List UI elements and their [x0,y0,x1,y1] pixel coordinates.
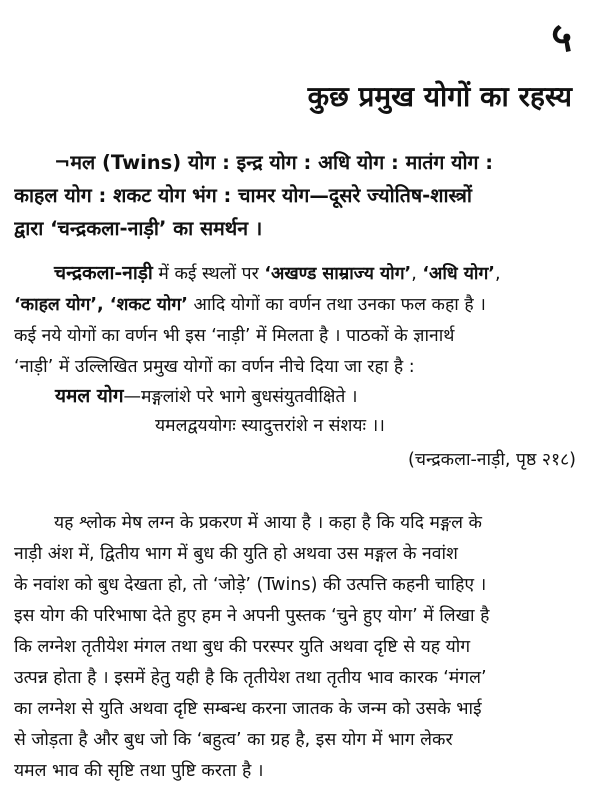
paragraph-line: इस योग की परिभाषा देते हुए हम ने अपनी पुस्तक ‘चुने हुए योग’ में लिखा है [14,606,490,626]
text-span: , [411,264,423,284]
paragraph-line: नाड़ी अंश में, द्वितीय भाग में बुध की युति हो अथवा उस मङ्गल के नवांश [14,544,458,564]
chapter-number: ५ [551,15,572,61]
text-span: में कई स्थलों पर [152,264,265,284]
verse-line-1 [55,381,358,413]
bold-term: ‘अधि योग’ [422,264,495,284]
paragraph-line: ‘नाड़ी’ में उल्लिखित प्रमुख योगों का वर्णन नीचे दिया जा रहा है : [14,357,415,377]
chapter-title: कुछ प्रमुख योगों का रहस्य [307,80,572,113]
paragraph-line [14,258,578,290]
bold-term: चन्द्रकला-नाड़ी [54,262,153,284]
paragraph-intro [14,258,578,383]
paragraph-line: का लग्नेश से युति अथवा दृष्टि सम्बन्ध करना जातक के जन्म को उसके भाई [14,699,482,719]
verse-line-2: यमलद्वययोगः स्यादुत्तरांशे न संशयः ।। [155,416,385,436]
verse-citation: (चन्द्रकला-नाड़ी, पृष्ठ २१८) [408,450,576,470]
paragraph-line: से जोड़ता है और बुध जो कि ‘बहुत्व’ का ग्रह है, इस योग में भाग लेकर [14,730,453,750]
text-span: —मङ्गलांशे परे भागे बुधसंयुतवीक्षिते । [123,387,358,407]
chapter-summary [14,146,578,245]
bold-term: ‘काहल योग’, ‘शकट योग’ [14,295,188,315]
summary-line: द्वारा ‘चन्द्रकला-नाड़ी’ का समर्थन । [14,217,263,240]
paragraph-line: के नवांश को बुध देखता हो, तो ‘जोड़े’ (Twins) की उत्पत्ति कहनी चाहिए । [14,575,487,595]
paragraph-explanation [14,508,578,787]
paragraph-line: उत्पन्न होता है । इसमें हेतु यही है कि तृतीयेश तथा तृतीय भाव कारक ‘मंगल’ [14,668,487,688]
paragraph-line: यमल भाव की सृष्टि तथा पुष्टि करता है । [14,761,264,781]
verse-title: यमल योग [55,385,124,407]
text-span: आदि योगों का वर्णन तथा उनका फल कहा है । [187,295,486,315]
summary-line: काहल योग : शकट योग भंग : चामर योग—दूसरे ज्योतिष-शास्त्रों [14,184,472,207]
text-span: , [494,264,501,284]
summary-line: ¬मल (Twins) योग : इन्द्र योग : अधि योग : मातंग योग : [54,151,494,174]
paragraph-line [14,290,578,321]
bold-term: ‘अखण्ड साम्राज्य योग’ [264,264,412,284]
paragraph-line: यह श्लोक मेष लग्न के प्रकरण में आया है । कहा है कि यदि मङ्गल के [54,513,482,533]
paragraph-line: कई नये योगों का वर्णन भी इस ‘नाड़ी’ में मिलता है । पाठकों के ज्ञानार्थ [14,326,455,346]
paragraph-line: कि लग्नेश तृतीयेश मंगल तथा बुध की परस्पर युति अथवा दृष्टि से यह योग [14,637,471,657]
